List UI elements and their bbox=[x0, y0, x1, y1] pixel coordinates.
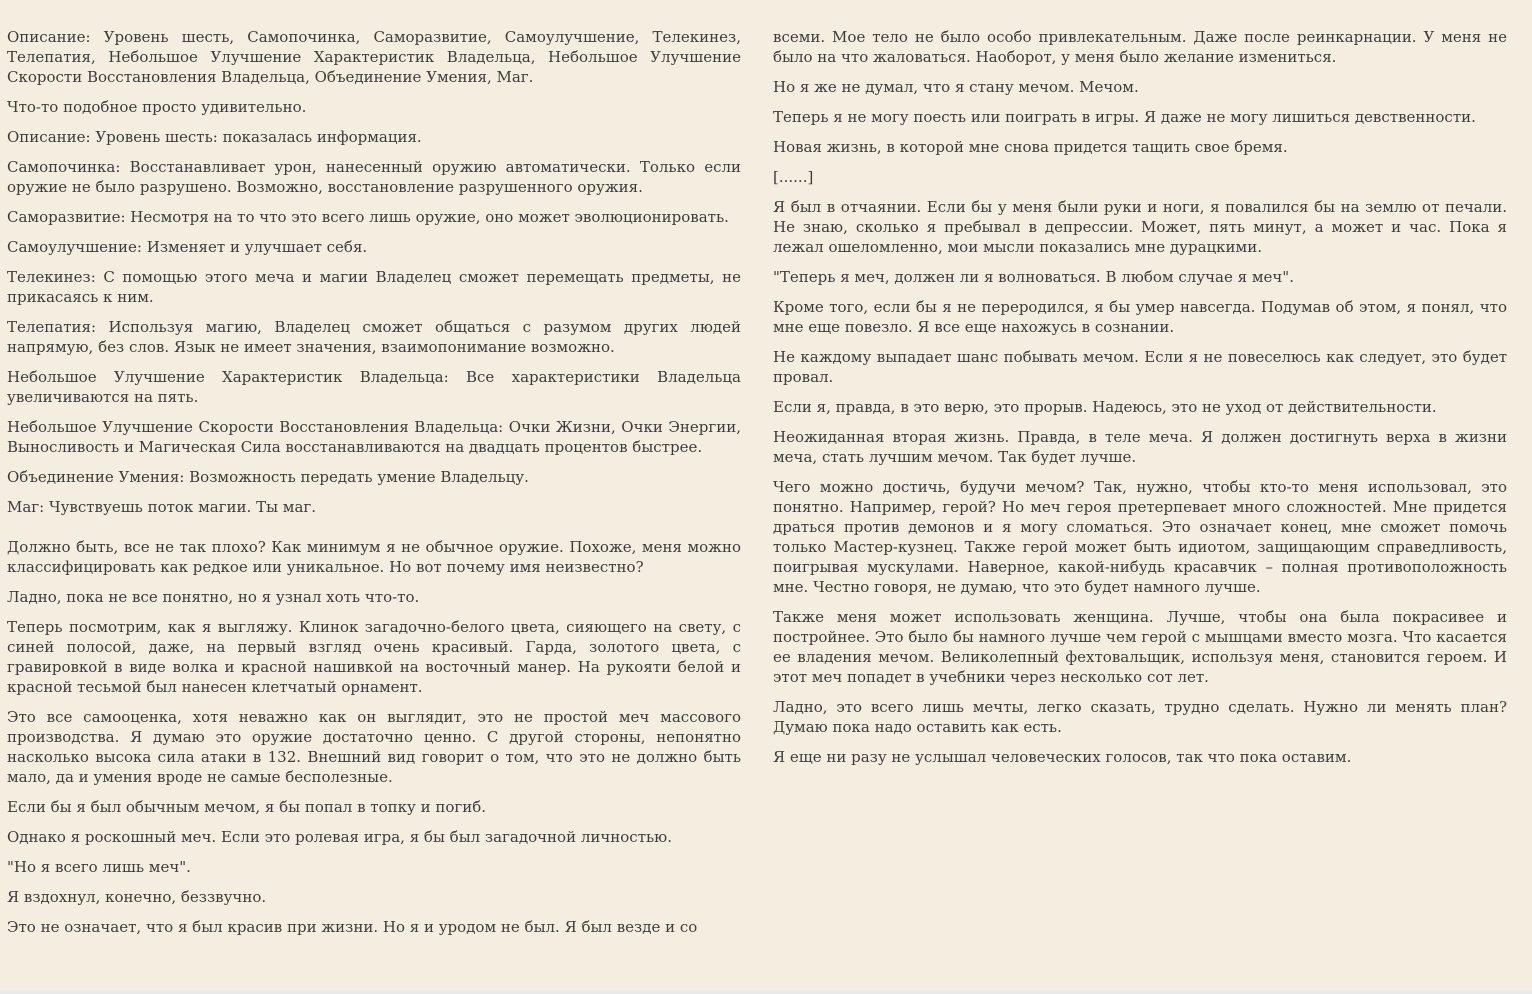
paragraph: [......] bbox=[773, 168, 814, 186]
paragraph: Это не означает, что я был красив при жизни. Но я и уродом не был. Я был везде и со bbox=[7, 918, 698, 936]
paragraph: Но я же не думал, что я стану мечом. Мечом. bbox=[773, 78, 1139, 96]
paragraph: Я еще ни разу не услышал человеческих голосов, так что пока оставим. bbox=[773, 748, 1352, 766]
paragraph: Самоулучшение: Изменяет и улучшает себя. bbox=[7, 238, 368, 256]
paragraph: Я вздохнул, конечно, беззвучно. bbox=[7, 888, 267, 906]
paragraph: Саморазвитие: Несмотря на то что это всего лишь оружие, оно может эволюционировать. bbox=[7, 208, 729, 226]
paragraph-spacer bbox=[7, 527, 741, 537]
paragraph: Небольшое Улучшение Характеристик Владельца: Все характеристики Владельца увеличиваются на пять. bbox=[7, 368, 741, 406]
paragraph: Должно быть, все не так плохо? Как минимум я не обычное оружие. Похоже, меня можно классифицировать как редкое или уникальное. Но вот почему имя неизвестно? bbox=[7, 538, 741, 576]
paragraph: Теперь я не могу поесть или поиграть в игры. Я даже не могу лишиться девственности. bbox=[773, 108, 1476, 126]
paragraph: Не каждому выпадает шанс побывать мечом. Если я не повеселюсь как следует, это будет провал. bbox=[773, 348, 1507, 386]
paragraph: Телепатия: Используя магию, Владелец сможет общаться с разумом других людей напрямую, без слов. Язык не имеет значения, взаимопонимание возможно. bbox=[7, 318, 741, 356]
paragraph: Однако я роскошный меч. Если это ролевая игра, я бы был загадочной личностью. bbox=[7, 828, 673, 846]
left-text-column bbox=[7, 27, 741, 947]
paragraph: Описание: Уровень шесть: показалась информация. bbox=[7, 128, 422, 146]
right-text-column bbox=[773, 27, 1507, 777]
paragraph: Я был в отчаянии. Если бы у меня были руки и ноги, я повалился бы на землю от печали. Не знаю, сколько я пребывал в депрессии. Может, пять минут, а может и час. Пока я лежал ошеломленно, мои мысли показались мне дурацкими. bbox=[773, 198, 1507, 256]
paragraph: Чего можно достичь, будучи мечом? Так, нужно, чтобы кто-то меня использовал, это понятно. Например, герой? Но меч героя претерпевает много сложностей. Мне придется драться против демонов и я могу сломаться. Это означает конец, мне сможет помочь только Мастер-кузнец. Также герой может быть идиотом, защищающим справедливость, поигрывая мускулами. Наверное, какой-нибудь красавчик – полная противоположность мне. Честно говоря, не думаю, что это будет намного лучше. bbox=[773, 478, 1507, 596]
paragraph: Теперь посмотрим, как я выгляжу. Клинок загадочно-белого цвета, сияющего на свету, с синей полосой, даже, на первый взгляд очень красивый. Гарда, золотого цвета, с гравировкой в виде волка и красной нашивкой на восточный манер. На рукояти белой и красной тесьмой был нанесен клетчатый орнамент. bbox=[7, 618, 741, 696]
paragraph: Неожиданная вторая жизнь. Правда, в теле меча. Я должен достигнуть верха в жизни меча, стать лучшим мечом. Так будет лучше. bbox=[773, 428, 1507, 466]
paragraph: Объединение Умения: Возможность передать умение Владельцу. bbox=[7, 468, 529, 486]
paragraph: Если я, правда, в это верю, это прорыв. Надеюсь, это не уход от действительности. bbox=[773, 398, 1437, 416]
paragraph: Описание: Уровень шесть, Самопочинка, Саморазвитие, Самоулучшение, Телекинез, Телепатия, Небольшое Улучшение Характеристик Владельца, Небольшое Улучшение Скорости Восстановления Владельца, Объединение Умения, Маг. bbox=[7, 28, 741, 86]
paragraph: "Теперь я меч, должен ли я волноваться. В любом случае я меч". bbox=[773, 268, 1294, 286]
paragraph: Небольшое Улучшение Скорости Восстановления Владельца: Очки Жизни, Очки Энергии, Выносливость и Магическая Сила восстанавливаются на двадцать процентов быстрее. bbox=[7, 418, 741, 456]
paragraph: Маг: Чувствуешь поток магии. Ты маг. bbox=[7, 498, 317, 516]
paragraph: Новая жизнь, в которой мне снова придется тащить свое бремя. bbox=[773, 138, 1288, 156]
paragraph: Ладно, это всего лишь мечты, легко сказать, трудно сделать. Нужно ли менять план? Думаю пока надо оставить как есть. bbox=[773, 698, 1507, 736]
paragraph: Кроме того, если бы я не переродился, я бы умер навсегда. Подумав об этом, я понял, что мне еще повезло. Я все еще нахожусь в сознании. bbox=[773, 298, 1507, 336]
paragraph: Если бы я был обычным мечом, я бы попал в топку и погиб. bbox=[7, 798, 487, 816]
paragraph: всеми. Мое тело не было особо привлекательным. Даже после реинкарнации. У меня не было на что жаловаться. Наоборот, у меня было желание измениться. bbox=[773, 28, 1507, 66]
paragraph: Ладно, пока не все понятно, но я узнал хоть что-то. bbox=[7, 588, 420, 606]
paragraph: Самопочинка: Восстанавливает урон, нанесенный оружию автоматически. Только если оружие не было разрушено. Возможно, восстановление разрушенного оружия. bbox=[7, 158, 741, 196]
paragraph: Это все самооценка, хотя неважно как он выглядит, это не простой меч массового производства. Я думаю это оружие достаточно ценно. С другой стороны, непонятно насколько высока сила атаки в 132. Внешний вид говорит о том, что это не должно быть мало, да и умения вроде не самые бесполезные. bbox=[7, 708, 741, 786]
paragraph: Также меня может использовать женщина. Лучше, чтобы она была покрасивее и постройнее. Это было бы намного лучше чем герой с мышцами вместо мозга. Что касается ее владения мечом. Великолепный фехтовальщик, используя меня, становится героем. И этот меч попадет в учебники через несколько сот лет. bbox=[773, 608, 1507, 686]
paragraph: Телекинез: С помощью этого меча и магии Владелец сможет перемещать предметы, не прикасаясь к ним. bbox=[7, 268, 741, 306]
paragraph: Что-то подобное просто удивительно. bbox=[7, 98, 307, 116]
page-bottom-edge bbox=[0, 990, 1532, 994]
paragraph: "Но я всего лишь меч". bbox=[7, 858, 191, 876]
